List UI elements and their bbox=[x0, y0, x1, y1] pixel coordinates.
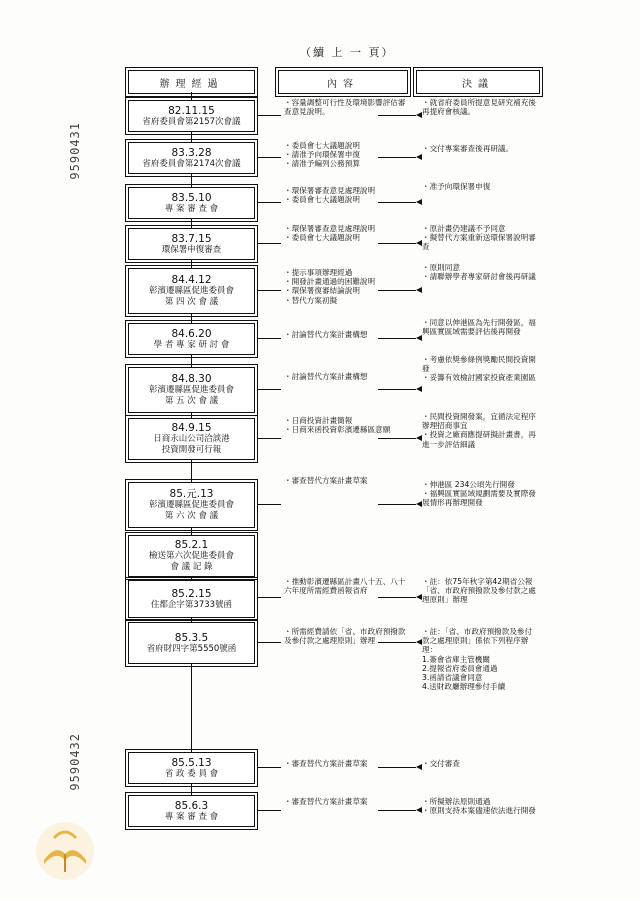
archive-number-stamp: 9590432 bbox=[68, 733, 82, 791]
node-date: 84.8.30 bbox=[171, 373, 212, 385]
timeline-node bbox=[128, 418, 255, 460]
connector-arrow-line bbox=[378, 157, 416, 158]
decision-cell bbox=[422, 182, 538, 191]
content-line: ・審查替代方案計畫草案 bbox=[284, 759, 368, 768]
node-label: 彰濱遷縣區促進委員會 bbox=[148, 500, 234, 510]
decision-cell bbox=[422, 263, 538, 281]
decision-cell bbox=[422, 797, 538, 815]
decision-line: ・投資之廠商應提研擬計畫書，再進一步評估細議 bbox=[422, 430, 536, 449]
connector-arrow-line bbox=[378, 243, 416, 244]
timeline-node bbox=[128, 752, 255, 784]
node-date: 82.11.15 bbox=[168, 104, 215, 117]
archive-logo-icon bbox=[34, 820, 96, 882]
arrowhead-icon bbox=[416, 335, 422, 341]
arrowhead-icon bbox=[416, 386, 422, 392]
connector-arrow-line bbox=[378, 389, 416, 390]
decision-cell bbox=[422, 98, 538, 116]
decision-cell bbox=[422, 577, 538, 605]
connector-line bbox=[257, 597, 281, 598]
decision-cell bbox=[422, 224, 538, 252]
connector-arrow-line bbox=[378, 202, 416, 203]
decision-line: ・就省府委員所提意見研究補充後再提府會核議。 bbox=[422, 98, 536, 117]
decision-line: ・原則同意 bbox=[422, 263, 460, 272]
content-line: ・委員會七大議題說明 bbox=[284, 195, 360, 205]
node-label: 省府委員會第2157次會議 bbox=[142, 116, 241, 127]
content-line: ・委員會七大議題說明 bbox=[284, 233, 360, 243]
node-label: 檢送第六次促進委員會 bbox=[148, 551, 234, 561]
connector-arrow-line bbox=[378, 642, 416, 643]
connector-line bbox=[257, 810, 281, 811]
arrowhead-icon bbox=[416, 240, 422, 246]
node-date: 85.2.15 bbox=[171, 587, 212, 600]
timeline-node bbox=[128, 482, 255, 528]
decision-line: ・原則支持本案儘速依法進行開發 bbox=[422, 806, 536, 816]
decision-line: ・准予向環保署申復 bbox=[422, 182, 491, 191]
content-line: ・請准予向環保署申復 bbox=[284, 150, 360, 160]
node-label: 省府財四字第5550號函 bbox=[146, 643, 237, 654]
node-label: 彰濱遷縣區促進委員會 bbox=[148, 385, 234, 395]
connector-arrow-line bbox=[378, 115, 416, 116]
decision-line: ・所擬辦法原則通過 bbox=[422, 797, 491, 806]
node-label: 住都企字第3733號函 bbox=[150, 599, 233, 610]
content-cell bbox=[284, 372, 406, 381]
content-cell bbox=[284, 98, 406, 116]
content-cell bbox=[284, 141, 406, 169]
node-label: 省府委員會第2174次會議 bbox=[142, 158, 241, 169]
decision-line: ・同意以伸港區為先行開發區，福興區實區域需要評估後再開發 bbox=[422, 318, 536, 337]
timeline-node bbox=[128, 580, 255, 618]
arrowhead-icon bbox=[416, 639, 422, 645]
header-decision: 決議 bbox=[416, 70, 540, 94]
decision-cell bbox=[422, 412, 538, 449]
content-line: ・審查替代方案計畫草案 bbox=[284, 476, 368, 485]
node-date: 84.6.20 bbox=[171, 327, 212, 340]
connector-arrow-line bbox=[378, 290, 416, 291]
node-label: 第 六 次 會 議 bbox=[164, 511, 219, 521]
node-label: 日商永山公司洽談港 bbox=[153, 434, 230, 444]
connector-arrow-line bbox=[378, 504, 416, 505]
content-cell bbox=[284, 797, 406, 806]
node-date: 83.5.10 bbox=[171, 191, 212, 204]
archive-number-stamp: 9590431 bbox=[68, 122, 82, 180]
node-label: 專 案 審 查 會 bbox=[164, 811, 219, 822]
decision-cell bbox=[422, 480, 538, 508]
node-date: 85.5.13 bbox=[171, 756, 212, 769]
content-line: ・日商投資計畫簡報 bbox=[284, 416, 353, 425]
arrowhead-icon bbox=[416, 199, 422, 205]
content-line: ・替代方案初擬 bbox=[284, 295, 338, 305]
node-date: 83.3.28 bbox=[171, 146, 212, 159]
arrowhead-icon bbox=[416, 112, 422, 118]
timeline-node bbox=[128, 323, 255, 355]
node-label: 專 案 審 查 會 bbox=[164, 203, 219, 214]
content-cell bbox=[284, 416, 406, 434]
connector-line bbox=[257, 642, 281, 643]
content-line: ・環保署審查意見處理說明 bbox=[284, 186, 376, 195]
node-label: 環保署申復審查 bbox=[161, 244, 222, 255]
connector-line bbox=[257, 767, 281, 768]
arrowhead-icon bbox=[416, 287, 422, 293]
content-cell bbox=[284, 268, 406, 305]
content-line: ・討論替代方案計畫構想 bbox=[284, 372, 368, 381]
decision-line: 1.簽會省庫主管機關 bbox=[422, 654, 490, 664]
content-line: ・日商來函投資彰濱遷縣區意願 bbox=[284, 425, 391, 435]
timeline-node bbox=[128, 228, 255, 260]
decision-line: ・交付審查 bbox=[422, 759, 460, 768]
decision-line: ・伸港區 234公頃先行開發 bbox=[422, 480, 515, 489]
timeline-node bbox=[128, 795, 255, 827]
node-date: 84.4.12 bbox=[171, 274, 212, 286]
decision-cell bbox=[422, 144, 538, 153]
decision-line: ・註：依75年秋字第42期省公報「省、市政府預撥款及參付款之處理原則」辦理 bbox=[422, 577, 536, 605]
connector-line bbox=[257, 504, 281, 505]
timeline-node bbox=[128, 268, 255, 314]
content-line: ・容量調整可行性及環境影響評估審查意見說明。 bbox=[284, 98, 406, 117]
content-line: ・提示事項辦理經過 bbox=[284, 268, 353, 277]
connector-line bbox=[257, 243, 281, 244]
connector-arrow-line bbox=[378, 338, 416, 339]
node-date: 85.3.5 bbox=[174, 631, 209, 644]
arrowhead-icon bbox=[416, 435, 422, 441]
content-line: ・環保署審查意見處理說明 bbox=[284, 224, 376, 233]
timeline-node bbox=[128, 187, 255, 219]
connector-arrow-line bbox=[378, 597, 416, 598]
node-date: 84.9.15 bbox=[171, 422, 212, 434]
node-label: 彰濱遷縣區促進委員會 bbox=[148, 286, 234, 296]
arrowhead-icon bbox=[416, 154, 422, 160]
decision-cell bbox=[422, 759, 538, 768]
page-title: （續 上 一 頁） bbox=[300, 46, 395, 59]
timeline-node bbox=[128, 142, 255, 174]
node-label: 省 政 委 員 會 bbox=[164, 768, 219, 779]
timeline-node bbox=[128, 100, 255, 132]
connector-line bbox=[257, 202, 281, 203]
decision-line: ・交付專案審查後再研議。 bbox=[422, 144, 514, 153]
node-date: 85.6.3 bbox=[174, 799, 209, 812]
connector-line bbox=[257, 290, 281, 291]
content-line: ・討論替代方案計畫構想 bbox=[284, 330, 368, 339]
content-line: ・推動彰濱遷縣區計畫八十五、八十六年度所需經費函報省府 bbox=[284, 577, 406, 596]
connector-line bbox=[257, 157, 281, 158]
decision-line: ・妥籌有效檢討國家投資產業園區 bbox=[422, 373, 536, 383]
decision-cell bbox=[422, 355, 538, 383]
node-date: 83.7.15 bbox=[171, 232, 212, 245]
content-line: ・委員會七大議題說明 bbox=[284, 141, 360, 150]
connector-line bbox=[257, 115, 281, 116]
timeline-node bbox=[128, 622, 255, 664]
content-line: ・環保署復審結論說明 bbox=[284, 286, 360, 296]
connector-arrow-line bbox=[378, 767, 416, 768]
node-label: 會 議 記 錄 bbox=[170, 562, 213, 572]
connector-line bbox=[257, 338, 281, 339]
arrowhead-icon bbox=[416, 807, 422, 813]
node-label: 第 四 次 會 議 bbox=[164, 297, 219, 307]
timeline-node bbox=[128, 535, 255, 577]
decision-line: 4.送財政廳辦理參付手續 bbox=[422, 682, 506, 692]
node-date: 85.元.13 bbox=[169, 488, 214, 500]
timeline-node bbox=[128, 367, 255, 413]
decision-line: ・考慮依獎參條例獎勵民間投資開發 bbox=[422, 355, 536, 374]
content-line: ・開發計畫通過的困難說明 bbox=[284, 277, 376, 287]
decision-line: ・原計畫仍建議不予同意 bbox=[422, 224, 506, 233]
node-label: 投資開發可行報 bbox=[161, 445, 222, 455]
decision-line: ・請聯辦學者專家研討會後再研議 bbox=[422, 272, 536, 282]
decision-cell bbox=[422, 318, 538, 336]
content-line: ・審查替代方案計畫草案 bbox=[284, 797, 368, 806]
content-cell bbox=[284, 224, 406, 242]
header-content: 內容 bbox=[278, 70, 408, 94]
header-process: 辦理經過 bbox=[128, 70, 255, 94]
decision-line: ・民間投資開發案，宜循法定程序辦理招商事宜 bbox=[422, 412, 536, 431]
content-line: ・所需經費請依「省、市政府預撥款及參付款之處理原則」辦理 bbox=[284, 627, 406, 646]
node-label: 學 者 專 家 研 討 會 bbox=[153, 339, 230, 350]
content-cell bbox=[284, 577, 406, 595]
connector-arrow-line bbox=[378, 438, 416, 439]
connector-line bbox=[257, 389, 281, 390]
node-label: 第 五 次 會 議 bbox=[164, 396, 219, 406]
decision-line: ・擬替代方案重新送環保署說明審查 bbox=[422, 233, 536, 252]
content-cell bbox=[284, 476, 406, 485]
connector-line bbox=[257, 438, 281, 439]
arrowhead-icon bbox=[416, 594, 422, 600]
decision-line: 3.函請省議會同意 bbox=[422, 673, 483, 683]
arrowhead-icon bbox=[416, 764, 422, 770]
arrowhead-icon bbox=[416, 501, 422, 507]
decision-line: 2.提報省府委員會通過 bbox=[422, 663, 498, 673]
node-date: 85.2.1 bbox=[174, 539, 209, 551]
content-line: ・請准予編列公務預算 bbox=[284, 159, 360, 169]
decision-line: ・註：「省、市政府預撥款及參付款之處理原則」係依下列程序辦理： bbox=[422, 627, 533, 655]
decision-cell bbox=[422, 627, 538, 691]
connector-arrow-line bbox=[378, 810, 416, 811]
decision-line: ・福興區實區域規劃需要及實際發展情形再辦理開發 bbox=[422, 489, 536, 508]
